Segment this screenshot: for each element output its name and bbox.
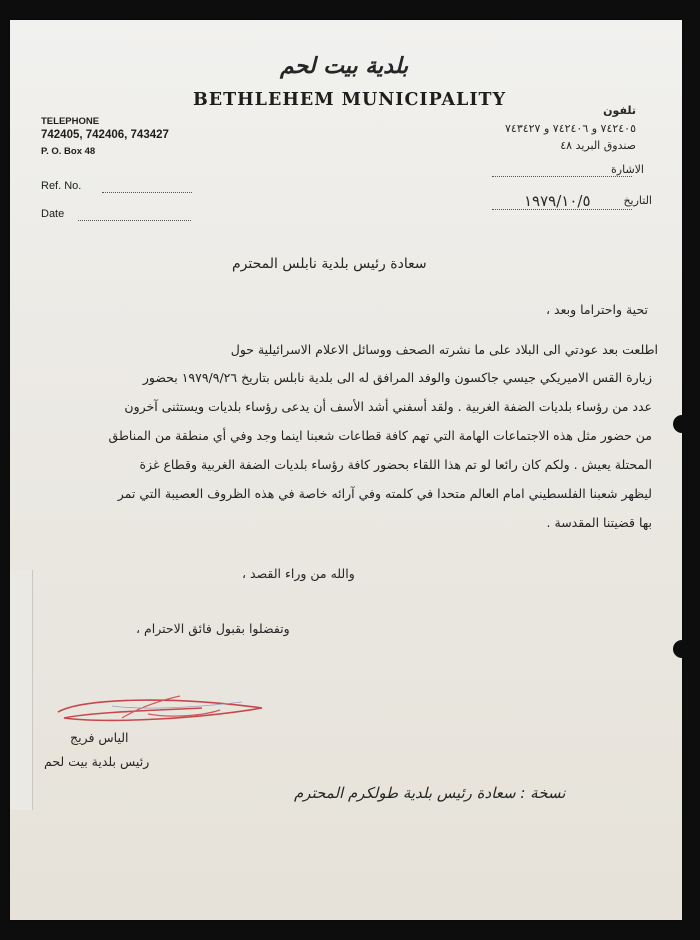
punch-hole-bottom — [673, 640, 691, 658]
letter-page — [10, 20, 682, 920]
arabic-date-label: التاريخ — [623, 194, 652, 207]
signer-title: رئيس بلدية بيت لحم — [44, 754, 150, 769]
body-line: المحتلة يعيش . ولكم كان رائعا لو تم هذا اللقاء بحضور كافة رؤساء بلديات الضفة الغربية وقطاع غزة — [139, 457, 652, 472]
copy-note: نسخة : سعادة رئيس بلدية طولكرم المحترم — [294, 784, 566, 802]
body-line: زيارة القس الاميريكي جيسي جاكسون والوفد المرافق له الى بلدية نابلس بتاريخ ١٩٧٩/٩/٢٦ بحضور — [142, 370, 652, 385]
po-box: P. O. Box 48 — [41, 146, 96, 157]
arabic-ref-label: الاشارة — [611, 163, 644, 176]
signer-name: الياس فريج — [70, 730, 129, 745]
closing-respect: وتفضلوا بقبول فائق الاحترام ، — [136, 621, 290, 636]
telephone-numbers: 742405, 742406, 743427 — [41, 129, 169, 141]
body-line: اطلعت بعد عودتي الى البلاد على ما نشرته الصحف ووسائل الاعلام الاسرائيلية حول — [230, 342, 658, 357]
paper-edge-strip — [10, 570, 33, 810]
closing-line: والله من وراء القصد ، — [242, 566, 355, 581]
body-line: بها قضيتنا المقدسة . — [546, 515, 652, 530]
ref-label: Ref. No. — [41, 180, 82, 192]
telephone-label: TELEPHONE — [41, 116, 100, 127]
ref-dotted-line — [102, 192, 192, 193]
arabic-date-dotted-line — [492, 209, 632, 210]
body-line: عدد من رؤساء بلديات الضفة الغربية . ولقد أسفني أشد الأسف أن يدعى رؤساء بلديات ويستثنى آخرون — [124, 399, 652, 414]
date-dotted-line — [78, 220, 191, 221]
date-label: Date — [41, 208, 65, 220]
body-line: ليظهر شعبنا الفلسطيني امام العالم متحدا في كلمته وفي آرائه خاصة في هذه الظروف العصيبة التي تمر — [117, 486, 652, 501]
punch-hole-top — [673, 415, 691, 433]
body-line: من حضور مثل هذه الاجتماعات الهامة التي تهم كافة قطاعات شعبنا اينما وجد وفي أي منطقة من المناطق — [108, 428, 652, 443]
arabic-phone-numbers: ٧٤٢٤٠٥ و ٧٤٢٤٠٦ و ٧٤٣٤٢٧ — [505, 122, 636, 135]
greeting: تحية واحتراما وبعد ، — [546, 302, 648, 317]
arabic-ref-dotted-line — [492, 176, 632, 177]
arabic-po-box: صندوق البريد ٤٨ — [560, 139, 636, 152]
arabic-letterhead-name: بلدية بيت لحم — [280, 54, 409, 79]
english-letterhead-name: BETHLEHEM MUNICIPALITY — [193, 90, 507, 110]
arabic-phone-label: تلفون — [603, 104, 636, 117]
signature — [52, 688, 272, 736]
arabic-date-value: ١٩٧٩/١٠/٥ — [524, 192, 591, 210]
addressee: سعادة رئيس بلدية نابلس المحترم — [232, 256, 427, 272]
